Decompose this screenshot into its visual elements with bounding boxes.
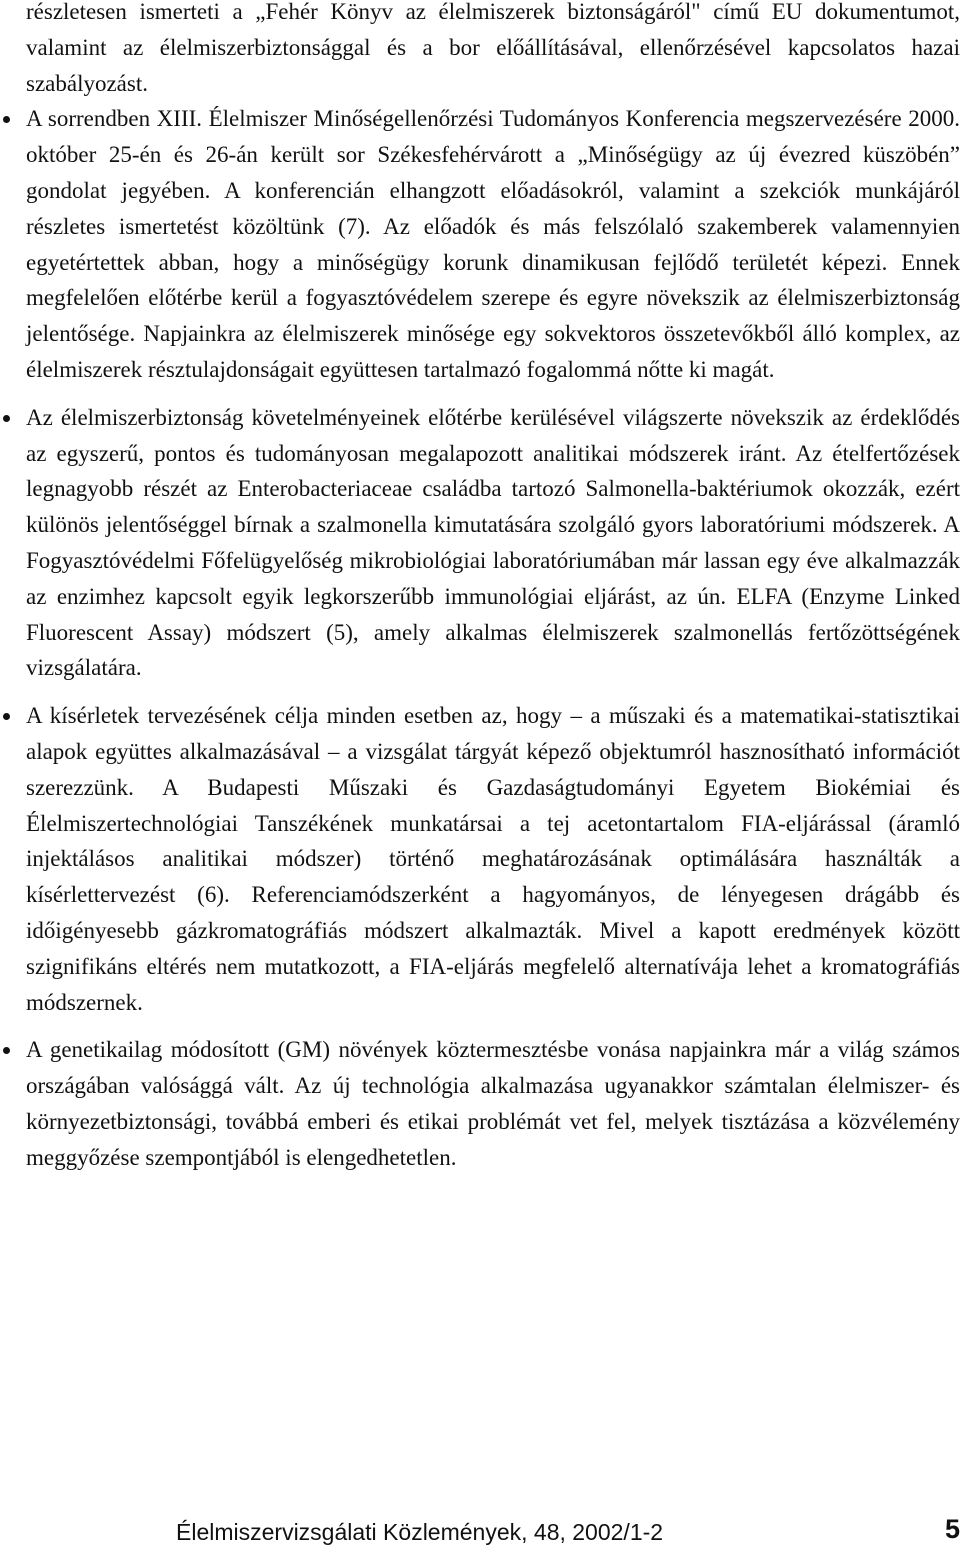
bullet-item-conference (26, 101, 960, 387)
bullet-item-gm-plants (26, 1032, 960, 1175)
bullet-text: A kísérletek tervezésének célja minden esetben az, hogy – a műszaki és a matematikai-statisztikai alapok együttes alkalmazásával – a vizsgálat tárgyát képező objektumról hasznosítható információt szerezzünk. A Budapesti Műszaki és Gazdaságtudományi Egyetem Biokémiai és Élelmiszertechnológiai Tanszékének munkatársai a tej acetontartalom FIA-eljárással (áramló injektálásos analitikai módszer) történő meghatározásának optimálására használták a kísérlettervezést (6). Referenciamódszerként a hagyományos, de lényegesen drágább és időigényesebb gázkromatográfiás módszert alkalmazták. Mivel a kapott eredmények között szignifikáns eltérés nem mutatkozott, a FIA-eljárás megfelelő alternatívája lehet a kromatográfiás módszernek. (26, 703, 960, 1015)
document-page (26, 0, 960, 1552)
bullet-icon (3, 713, 10, 720)
bullet-text: Az élelmiszerbiztonság követelményeinek előtérbe kerülésével világszerte növekszik az érdeklődés az egyszerű, pontos és tudományosan megalapozott analitikai módszerek iránt. Az ételfertőzések legnagyobb részét az Enterobacteriaceae családba tartozó Salmonella-baktériumok okozzák, ezért különös jelentőséggel bírnak a szalmonella kimutatására szolgáló gyors laboratóriumi módszerek. A Fogyasztóvédelmi Főfelügyelőség mikrobiológiai laboratóriumában már lassan egy éve alkalmazzák az enzimhez kapcsolt egyik legkorszerűbb immunológiai eljárást, az ún. ELFA (Enzyme Linked Fluorescent Assay) módszert (5), amely alkalmas élelmiszerek szalmonellás fertőzöttségének vizsgálatára. (26, 404, 960, 681)
bullet-text: A genetikailag módosított (GM) növények köztermesztésbe vonása napjainkra már a világ számos országában valósággá vált. Az új technológia alkalmazása ugyanakkor számtalan élelmiszer- és környezetbiztonsági, továbbá emberi és etikai problémát vet fel, melyek tisztázása a közvélemény meggyőzése szempontjából is elengedhetetlen. (26, 1037, 960, 1170)
bullet-list (26, 101, 960, 1175)
bullet-icon (3, 1047, 10, 1054)
journal-citation: Élelmiszervizsgálati Közlemények, 48, 2002/1-2 (176, 1519, 664, 1545)
page-number: 5 (944, 1514, 960, 1544)
bullet-icon (3, 415, 10, 422)
bullet-item-food-safety (26, 400, 960, 686)
bullet-item-experiment-design (26, 698, 960, 1020)
continuation-paragraph: részletesen ismerteti a „Fehér Könyv az élelmiszerek biztonságáról" című EU dokumentumot, valamint az élelmiszerbiztonsággal és a bor előállításával, ellenőrzésével kapcsolatos hazai szabályozást. (26, 0, 960, 96)
page-footer (26, 1516, 960, 1548)
bullet-icon (3, 116, 10, 123)
bullet-text: A sorrendben XIII. Élelmiszer Minőségellenőrzési Tudományos Konferencia megszervezésére 2000. október 25-én és 26-án került sor Székesfehérvárott a „Minőségügy az új évezred küszöbén” gondolat jegyében. A konferencián elhangzott előadásokról, valamint a szekciók munkájáról részletes ismertetést közöltünk (7). Az előadók és más felszólaló szakemberek valamennyien egyetértettek abban, hogy a minőségügy korunk dinamikusan fejlődő területét képezi. Ennek megfelelően előtérbe kerül a fogyasztóvédelem szerepe és egyre növekszik az élelmiszerbiztonság jelentősége. Napjainkra az élelmiszerek minősége egy sokvektoros összetevőkből álló komplex, az élelmiszerek résztulajdonságait együttesen tartalmazó fogalommá nőtte ki magát. (26, 106, 960, 382)
